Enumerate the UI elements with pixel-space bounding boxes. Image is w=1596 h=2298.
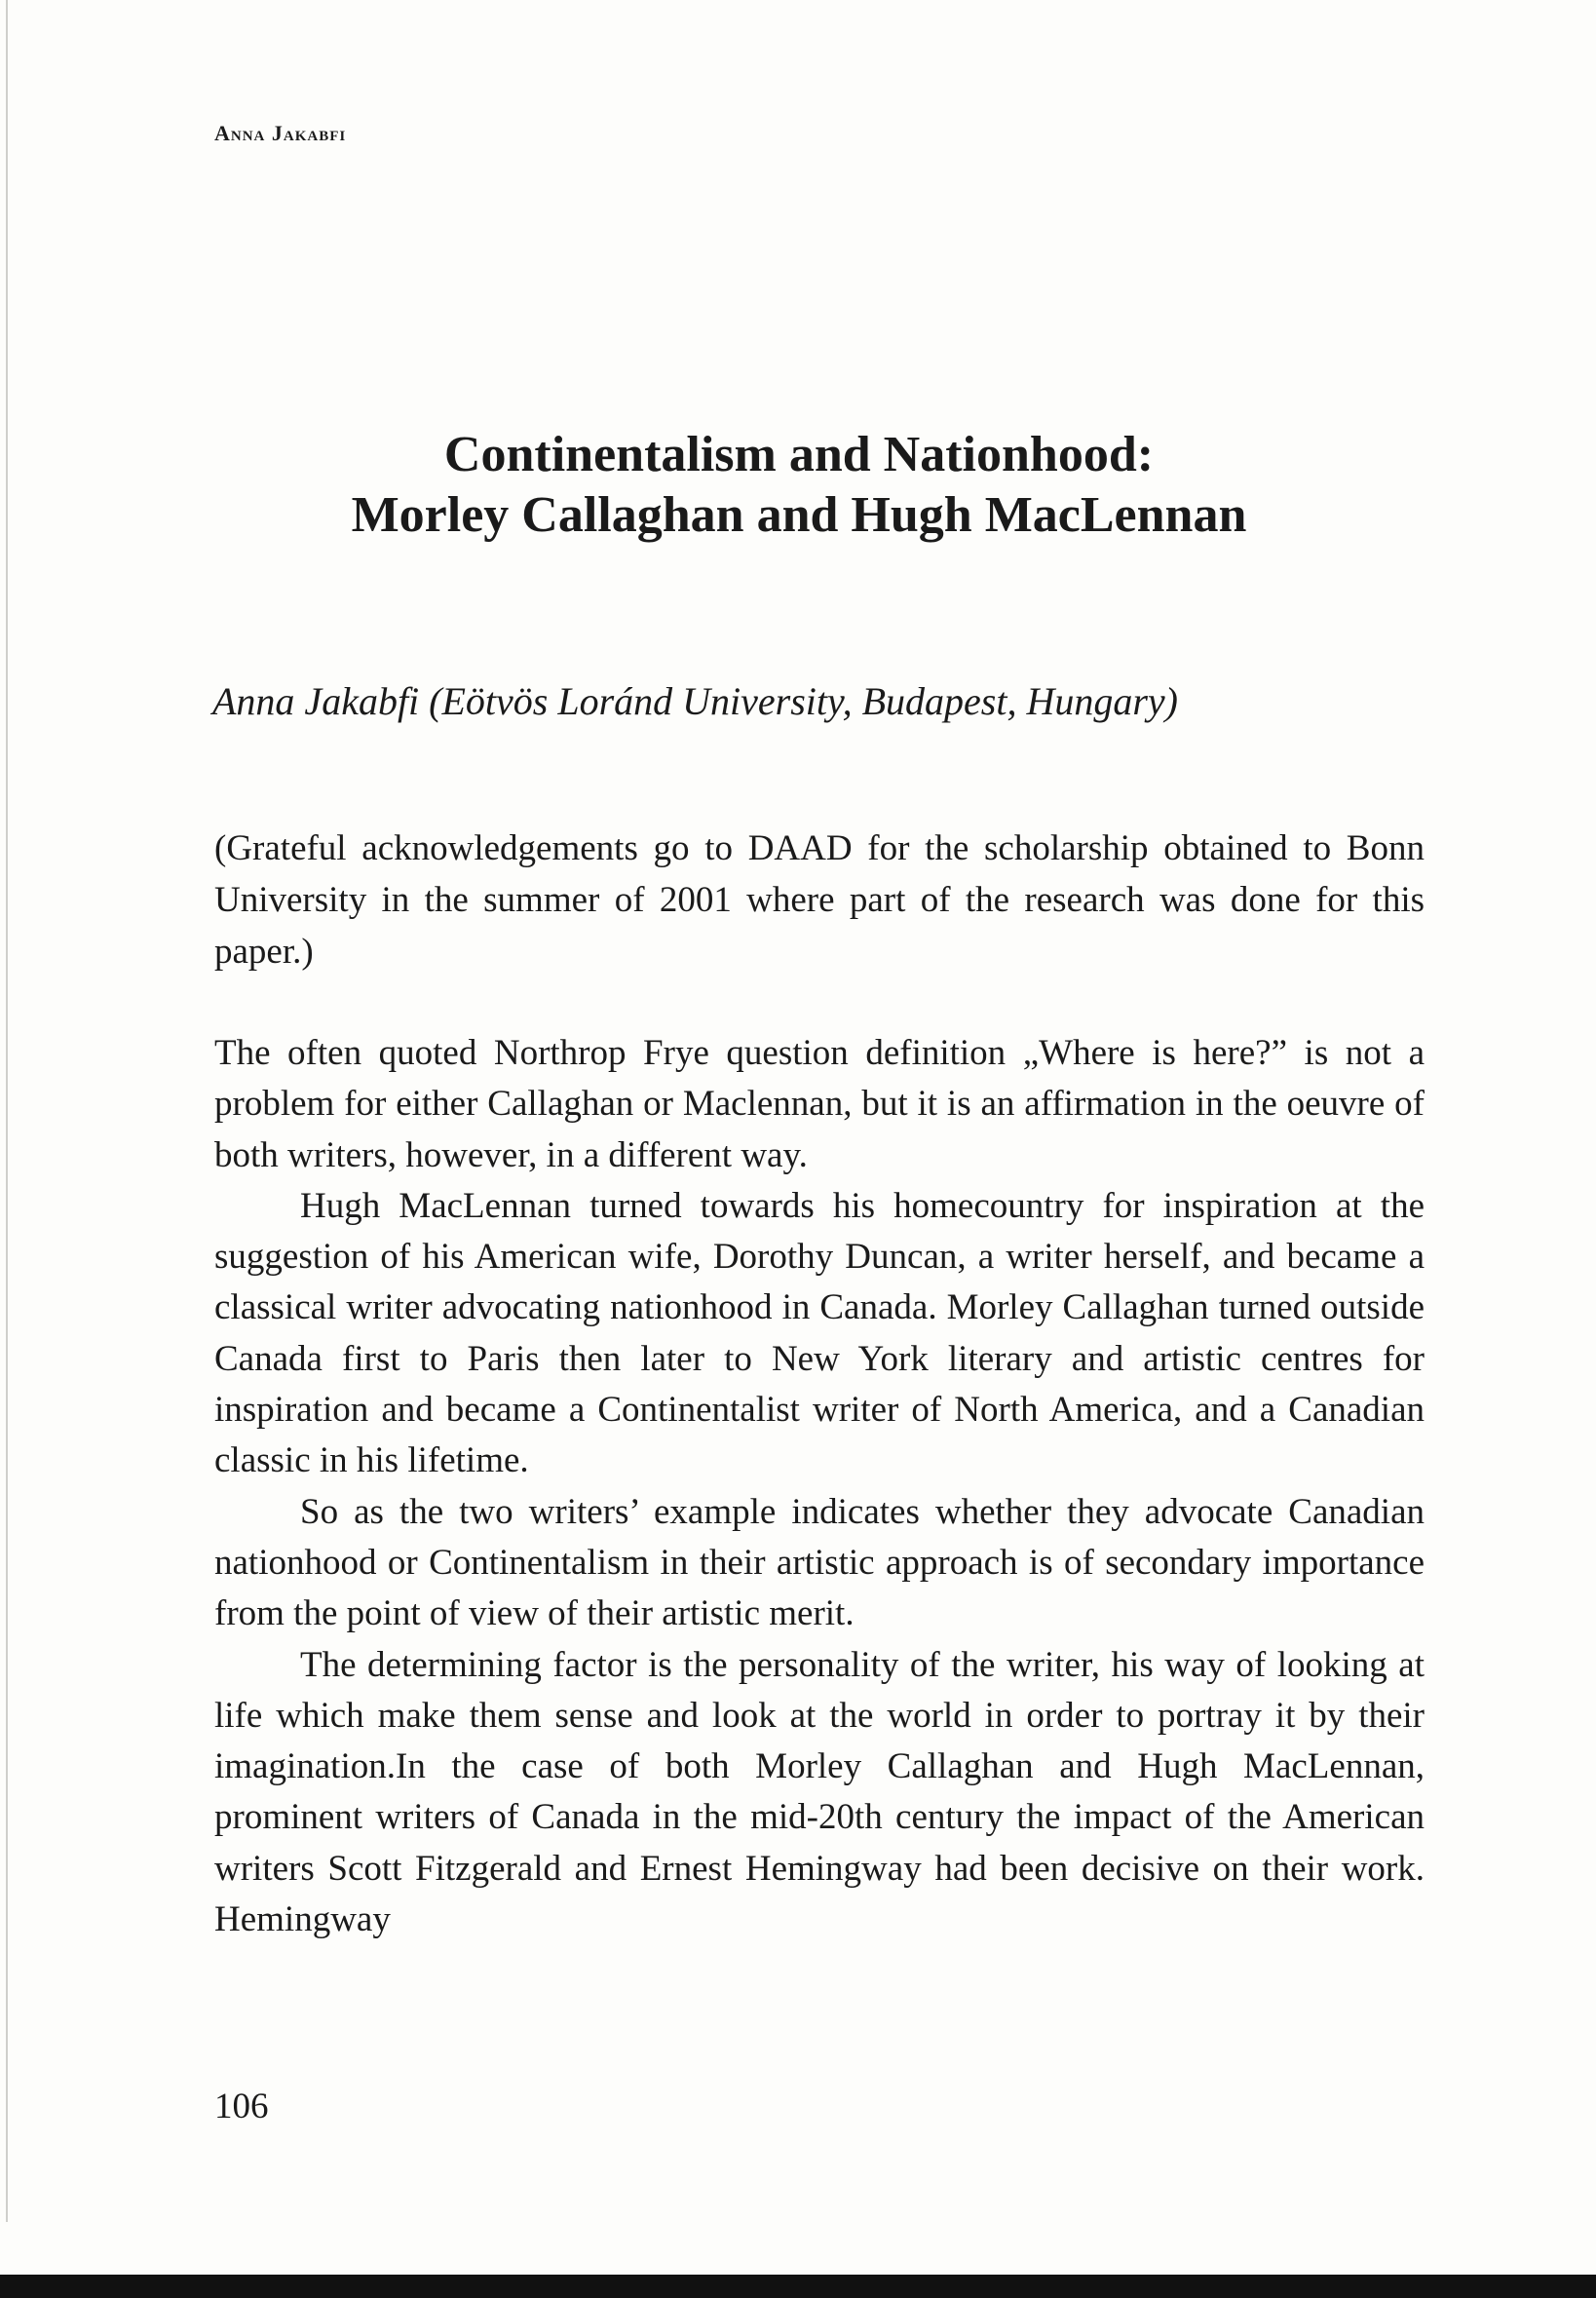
body-text [214, 1028, 1425, 1945]
paragraph-4: The determining factor is the personality of the writer, his way of looking at life which make them sense and look at the world in order to portray it by their imagination.In the case of both Morley Callaghan and Hugh MacLennan, prominent writers of Canada in the mid-20th century the impact of the American writers Scott Fitzgerald and Ernest Hemingway had been decisive on their work. Hemingway [214, 1644, 1425, 1940]
article-title [195, 425, 1403, 546]
running-head: Anna Jakabfi [214, 121, 347, 145]
title-line-1: Continentalism and Nationhood: [443, 427, 1155, 482]
paragraph-3: So as the two writers’ example indicates whether they advocate Canadian nationhood or Continentalism in their artistic approach is of secondary importance from the point of view of their artistic merit. [214, 1491, 1425, 1634]
scan-left-edge [6, 0, 8, 2222]
page-number: 106 [214, 2087, 269, 2126]
author-byline: Anna Jakabfi (Eötvös Loránd University, Budapest, Hungary) [212, 679, 1178, 723]
title-line-2: Morley Callaghan and Hugh MacLennan [351, 487, 1247, 543]
scan-bottom-edge [0, 2275, 1596, 2298]
paragraph-1: The often quoted Northrop Frye question definition „Where is here?” is not a problem for either Callaghan or Maclennan, but it is an affirmation in the oeuvre of both writers, however, in a different way. [214, 1033, 1425, 1175]
paragraph-2: Hugh MacLennan turned towards his homecountry for inspiration at the suggestion of his American wife, Dorothy Duncan, a writer herself, and became a classical writer advocating nationhood in Canada. Morley Callaghan turned outside Canada first to Paris then later to New York literary and artistic centres for inspiration and became a Continentalist writer of North America, and a Canadian classic in his lifetime. [214, 1185, 1425, 1481]
acknowledgement-paragraph: (Grateful acknowledgements go to DAAD for the scholarship obtained to Bonn University in the summer of 2001 where part of the research was done for this paper.) [214, 828, 1425, 972]
